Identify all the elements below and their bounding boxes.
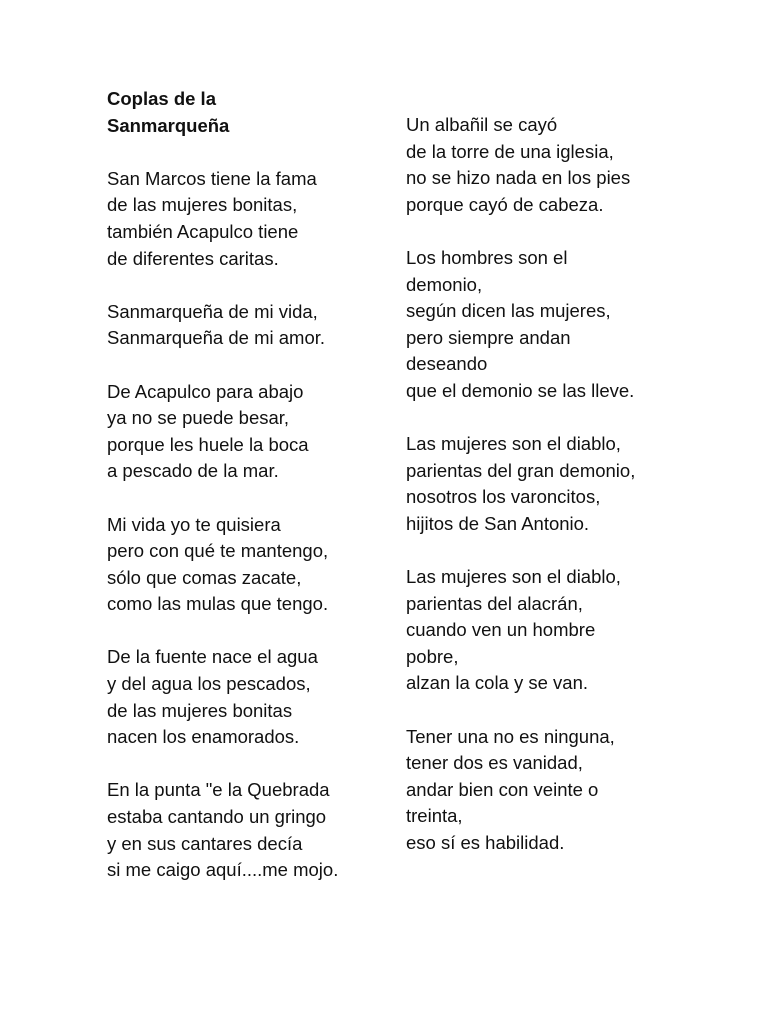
- stanza: [406, 564, 746, 697]
- verse-line: alzan la cola y se van.: [406, 672, 589, 694]
- verse-line: si me caigo aquí....me mojo.: [107, 859, 339, 881]
- verse-line: nosotros los varoncitos,: [406, 486, 601, 508]
- verse-line: de las mujeres bonitas,: [107, 194, 298, 216]
- verse-line: también Acapulco tiene: [107, 220, 299, 242]
- verse-line: Mi vida yo te quisiera: [107, 513, 281, 535]
- stanza: [107, 379, 397, 485]
- verse-line: En la punta "e la Quebrada: [107, 779, 330, 801]
- verse-line: ya no se puede besar,: [107, 407, 290, 429]
- title-line: Coplas de la: [107, 88, 216, 109]
- left-column: [107, 86, 397, 910]
- title-line: Sanmarqueña: [107, 114, 230, 136]
- verse-line: no se hizo nada en los pies: [406, 167, 631, 189]
- verse-line: parientas del gran demonio,: [406, 459, 636, 481]
- verse-line: según dicen las mujeres,: [406, 300, 611, 322]
- verse-line: cuando ven un hombre: [406, 619, 596, 641]
- stanza: [406, 724, 746, 857]
- verse-line: treinta,: [406, 805, 463, 827]
- verse-line: Tener una no es ninguna,: [406, 725, 615, 747]
- verse-line: De la fuente nace el agua: [107, 646, 318, 668]
- verse-line: parientas del alacrán,: [406, 592, 583, 614]
- verse-line: sólo que comas zacate,: [107, 566, 302, 588]
- verse-line: tener dos es vanidad,: [406, 752, 583, 774]
- verse-line: deseando: [406, 353, 488, 375]
- verse-line: como las mulas que tengo.: [107, 593, 329, 615]
- verse-line: andar bien con veinte o: [406, 778, 599, 800]
- verse-line: de la torre de una iglesia,: [406, 140, 614, 162]
- document-title: [107, 86, 397, 139]
- stanza: [107, 299, 397, 352]
- verse-line: de diferentes caritas.: [107, 247, 279, 269]
- verse-line: Sanmarqueña de mi amor.: [107, 327, 326, 349]
- verse-line: Las mujeres son el diablo,: [406, 433, 621, 455]
- stanza: [107, 777, 397, 883]
- verse-line: Los hombres son el: [406, 246, 568, 268]
- stanza: [107, 166, 397, 272]
- stanza: [406, 431, 746, 537]
- verse-line: porque cayó de cabeza.: [406, 193, 604, 215]
- stanza: [107, 644, 397, 750]
- stanza: [406, 112, 746, 218]
- stanza: [107, 512, 397, 618]
- verse-line: pero siempre andan: [406, 326, 571, 348]
- verse-line: Un albañil se cayó: [406, 114, 558, 135]
- verse-line: Sanmarqueña de mi vida,: [107, 300, 318, 322]
- verse-line: a pescado de la mar.: [107, 460, 279, 482]
- verse-line: de las mujeres bonitas: [107, 699, 293, 721]
- right-column: [406, 112, 746, 883]
- verse-line: estaba cantando un gringo: [107, 806, 327, 828]
- verse-line: y del agua los pescados,: [107, 673, 311, 695]
- verse-line: pobre,: [406, 645, 459, 667]
- verse-line: eso sí es habilidad.: [406, 832, 565, 854]
- verse-line: De Acapulco para abajo: [107, 380, 304, 402]
- verse-line: San Marcos tiene la fama: [107, 167, 317, 189]
- stanza: [406, 245, 746, 405]
- verse-line: pero con qué te mantengo,: [107, 540, 329, 562]
- verse-line: hijitos de San Antonio.: [406, 512, 590, 534]
- verse-line: y en sus cantares decía: [107, 832, 303, 854]
- verse-line: demonio,: [406, 273, 483, 295]
- verse-line: Las mujeres son el diablo,: [406, 566, 621, 588]
- verse-line: porque les huele la boca: [107, 433, 309, 455]
- verse-line: nacen los enamorados.: [107, 726, 300, 748]
- verse-line: que el demonio se las lleve.: [406, 379, 635, 401]
